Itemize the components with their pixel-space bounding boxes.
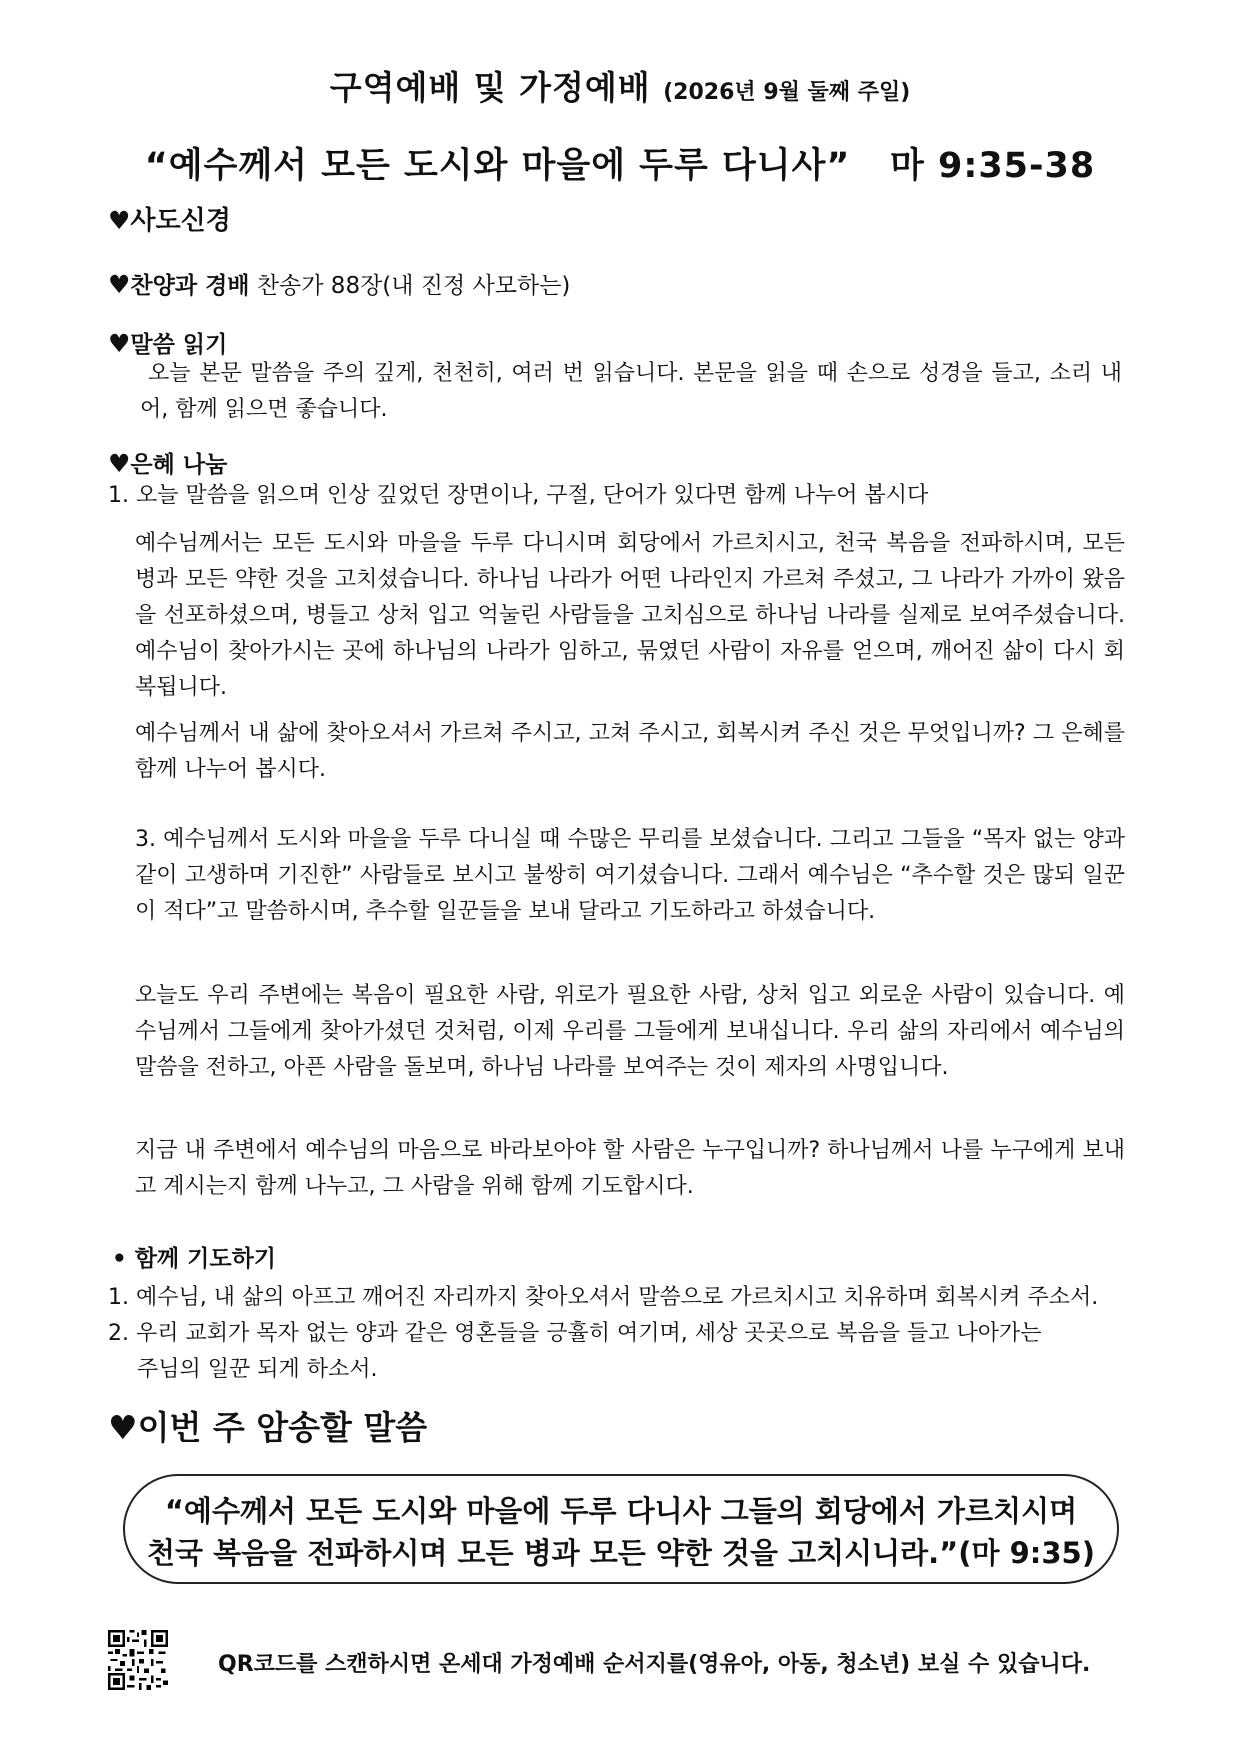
sermon-title: “예수께서 모든 도시와 마을에 두루 다니사” 마 9:35-38 <box>144 146 1096 186</box>
hymn-value: 찬송가 88장(내 진정 사모하는) <box>249 273 571 299</box>
section-reading <box>108 326 227 359</box>
memory-label: 이번 주 암송할 말씀 <box>137 1408 428 1447</box>
memory-verse-line-1: “예수께서 모든 도시와 마을에 두루 다니사 그들의 회당에서 가르치시며 <box>164 1494 1078 1528</box>
grace-paragraph-4: 오늘도 우리 주변에는 복음이 필요한 사람, 위로가 필요한 사람, 상처 입고 외로운 사람이 있습니다. 예수님께서 그들에게 찾아가셨던 것처럼, 이제 우리를 그들에게 보내십니다. 우리 삶의 자리에서 예수님의 말씀을 전하고, 아픈 사람을 돌보며, 하나님 나라를 보여주는 것이 제자의 사명입니다. <box>135 983 1125 1080</box>
title-date: (2026년 9월 둘째 주일) <box>663 80 911 105</box>
section-prayer: • 함께 기도하기 <box>112 1246 277 1272</box>
grace-label: 은혜 나눔 <box>130 452 228 478</box>
qr-code-icon[interactable] <box>108 1630 168 1690</box>
grace-paragraph-3: 3. 예수님께서 도시와 마을을 두루 다니실 때 수많은 무리를 보셨습니다. 그리고 그들을 “목자 없는 양과 같이 고생하며 기진한” 사람들로 보시고 불쌍히 여기셨습니다. 그래서 예수님은 “추수할 것은 많되 일꾼이 적다”고 말씀하시며, 추수할 일꾼들을 보내 달라고 기도하라고 하셨습니다. <box>135 827 1125 924</box>
prayer-item-2-continued: 주님의 일꾼 되게 하소서. <box>137 1357 378 1382</box>
section-creed <box>108 200 231 237</box>
reading-text: 오늘 본문 말씀을 주의 깊게, 천천히, 여러 번 읽습니다. 본문을 읽을 때 손으로 성경을 들고, 소리 내어, 함께 읽으면 좋습니다. <box>140 361 1122 422</box>
heart-icon: ♥ <box>108 1408 138 1447</box>
prayer-item-2: 2. 우리 교회가 목자 없는 양과 같은 영혼들을 긍휼히 여기며, 세상 곳곳으로 복음을 들고 나아가는 <box>108 1321 1042 1346</box>
heart-icon: ♥ <box>108 449 131 478</box>
section-grace <box>108 446 227 479</box>
heart-icon: ♥ <box>108 206 131 235</box>
memory-verse <box>125 1490 1117 1574</box>
heart-icon: ♥ <box>108 270 131 299</box>
prayer-item-1: 1. 예수님, 내 삶의 아프고 깨어진 자리까지 찾아오셔서 말씀으로 가르치시고 치유하며 회복시켜 주소서. <box>108 1285 1099 1310</box>
title-main: 구역예배 및 가정예배 <box>329 68 651 107</box>
memory-verse-line-2: 천국 복음을 전파하시며 모든 병과 모든 약한 것을 고치시니라.”(마 9:35) <box>147 1536 1095 1570</box>
section-hymn <box>108 267 570 300</box>
grace-question-1: 1. 오늘 말씀을 읽으며 인상 깊었던 장면이나, 구절, 단어가 있다면 함께 나누어 봅시다 <box>108 483 929 508</box>
section-memory <box>108 1402 427 1449</box>
hymn-label: 찬양과 경배 <box>130 273 250 299</box>
footer-note: QR코드를 스캔하시면 온세대 가정예배 순서지를(영유아, 아동, 청소년) 보실 수 있습니다. <box>218 1652 1091 1677</box>
memory-verse-box <box>123 1474 1119 1584</box>
grace-paragraph-1: 예수님께서는 모든 도시와 마을을 두루 다니시며 회당에서 가르치시고, 천국 복음을 전파하시며, 모든 병과 모든 약한 것을 고치셨습니다. 하나님 나라가 어떤 나라인지 가르쳐 주셨고, 그 나라가 가까이 왔음을 선포하셨으며, 병들고 상처 입고 억눌린 사람들을 고치심으로 하나님 나라를 실제로 보여주셨습니다. 예수님이 찾아가시는 곳에 하나님의 나라가 임하고, 묶였던 사람이 자유를 얻으며, 깨어진 삶이 다시 회복됩니다. <box>135 531 1125 700</box>
creed-label: 사도신경 <box>130 206 231 236</box>
grace-paragraph-5: 지금 내 주변에서 예수님의 마음으로 바라보아야 할 사람은 누구입니까? 하나님께서 나를 누구에게 보내고 계시는지 함께 나누고, 그 사람을 위해 함께 기도합시다. <box>135 1138 1125 1199</box>
page-title <box>0 62 1240 109</box>
heart-icon: ♥ <box>108 329 131 358</box>
reading-label: 말씀 읽기 <box>130 332 228 358</box>
grace-paragraph-2: 예수님께서 내 삶에 찾아오셔서 가르쳐 주시고, 고쳐 주시고, 회복시켜 주신 것은 무엇입니까? 그 은혜를 함께 나누어 봅시다. <box>135 721 1125 782</box>
